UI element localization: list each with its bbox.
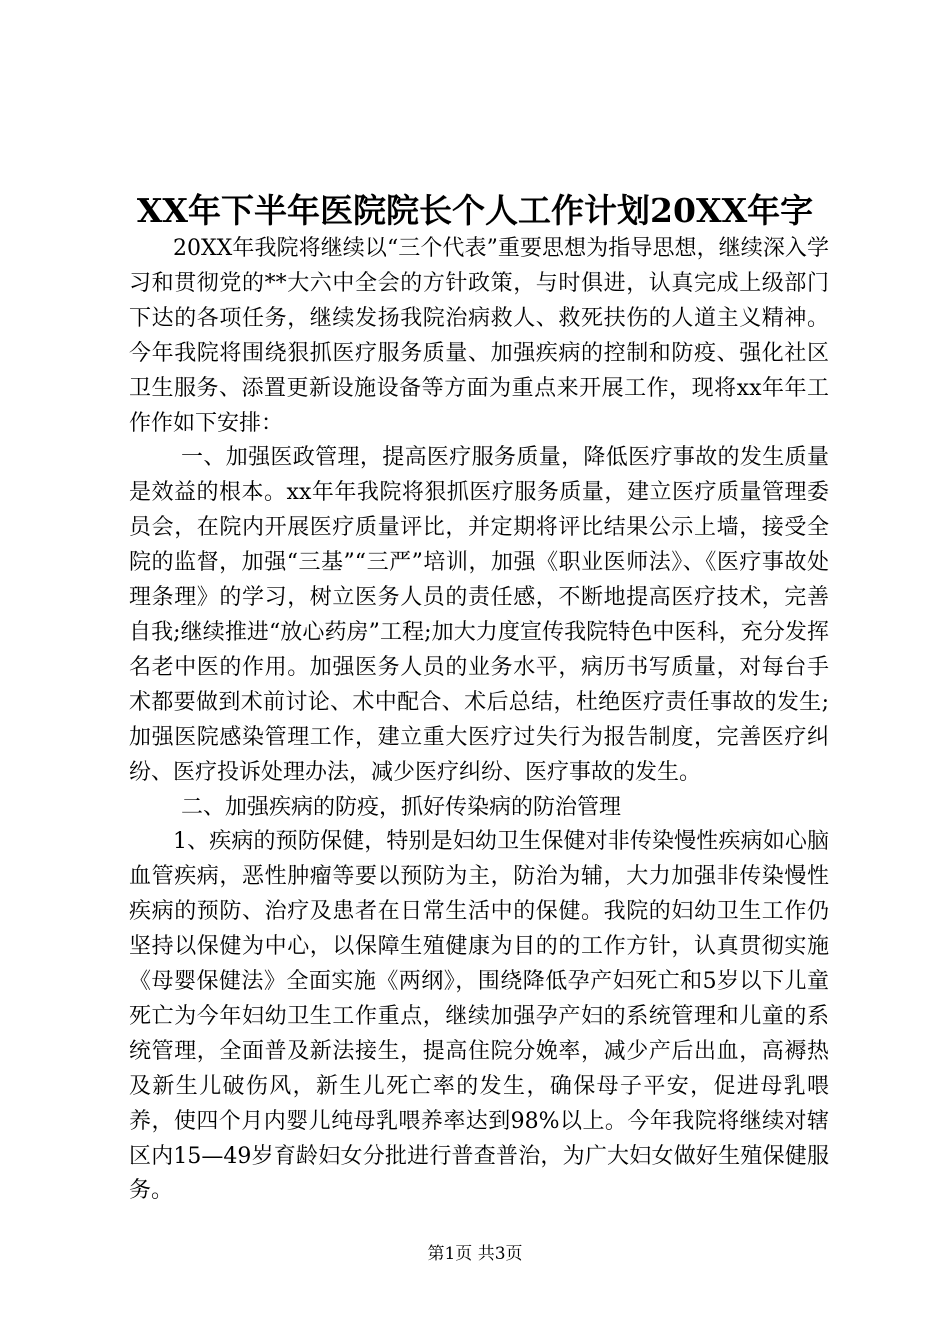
paragraph-item-one: 1、疾病的预防保健，特别是妇幼卫生保健对非传染慢性疾病如心脑血管疾病，恶性肿瘤等要以预防为主，防治为辅，大力加强非传染慢性疾病的预防、治疗及患者在日常生活中的保健。我院的妇幼卫生工作仍坚持以保健为中心，以保障生殖健康为目的的工作方针，认真贯彻实施《母婴保健法》全面实施《两纲》，围绕降低孕产妇死亡和5岁以下儿童死亡为今年妇幼卫生工作重点，继续加强孕产妇的系统管理和儿童的系统管理，全面普及新法接生，提高住院分娩率，减少产后出血，高褥热及新生儿破伤风，新生儿死亡率的发生，确保母子平安，促进母乳喂养，使四个月内婴儿纯母乳喂养率达到98%以上。今年我院将继续对辖区内15—49岁育龄妇女分批进行普查普治，为广大妇女做好生殖保健服务。: [129, 829, 829, 1204]
paragraph-section-one: 一、加强医政管理，提高医疗服务质量，降低医疗事故的发生质量是效益的根本。xx年年我院将狠抓医疗服务质量，建立医疗质量管理委员会，在院内开展医疗质量评比，并定期将评比结果公示上墙，接受全院的监督，加强“三基”“三严”培训，加强《职业医师法》、《医疗事故处理条理》的学习，树立医务人员的责任感，不断地提高医疗技术，完善自我;继续推进“放心药房”工程;加大力度宣传我院特色中医科，充分发挥名老中医的作用。加强医务人员的业务水平，病历书写质量，对每台手术都要做到术前讨论、术中配合、术后总结，杜绝医疗责任事故的发生;加强医院感染管理工作，建立重大医疗过失行为报告制度，完善医疗纠纷、医疗投诉处理办法，减少医疗纠纷、医疗事故的发生。: [129, 445, 829, 785]
document-title: XX年下半年医院院长个人工作计划20XX年字: [136, 191, 814, 230]
paragraph-section-two-heading: 二、加强疾病的防疫，抓好传染病的防治管理: [181, 794, 622, 820]
document-body: [129, 232, 829, 1209]
page-number-footer: 第1页 共3页: [427, 1244, 523, 1264]
paragraph-intro: 20XX年我院将继续以“三个代表”重要思想为指导思想，继续深入学习和贯彻党的**大六中全会的方针政策，与时俱进，认真完成上级部门下达的各项任务，继续发扬我院治病救人、救死扶伤的人道主义精神。今年我院将围绕狠抓医疗服务质量、加强疾病的控制和防疫、强化社区卫生服务、添置更新设施设备等方面为重点来开展工作，现将xx年年工作作如下安排：: [129, 236, 829, 436]
